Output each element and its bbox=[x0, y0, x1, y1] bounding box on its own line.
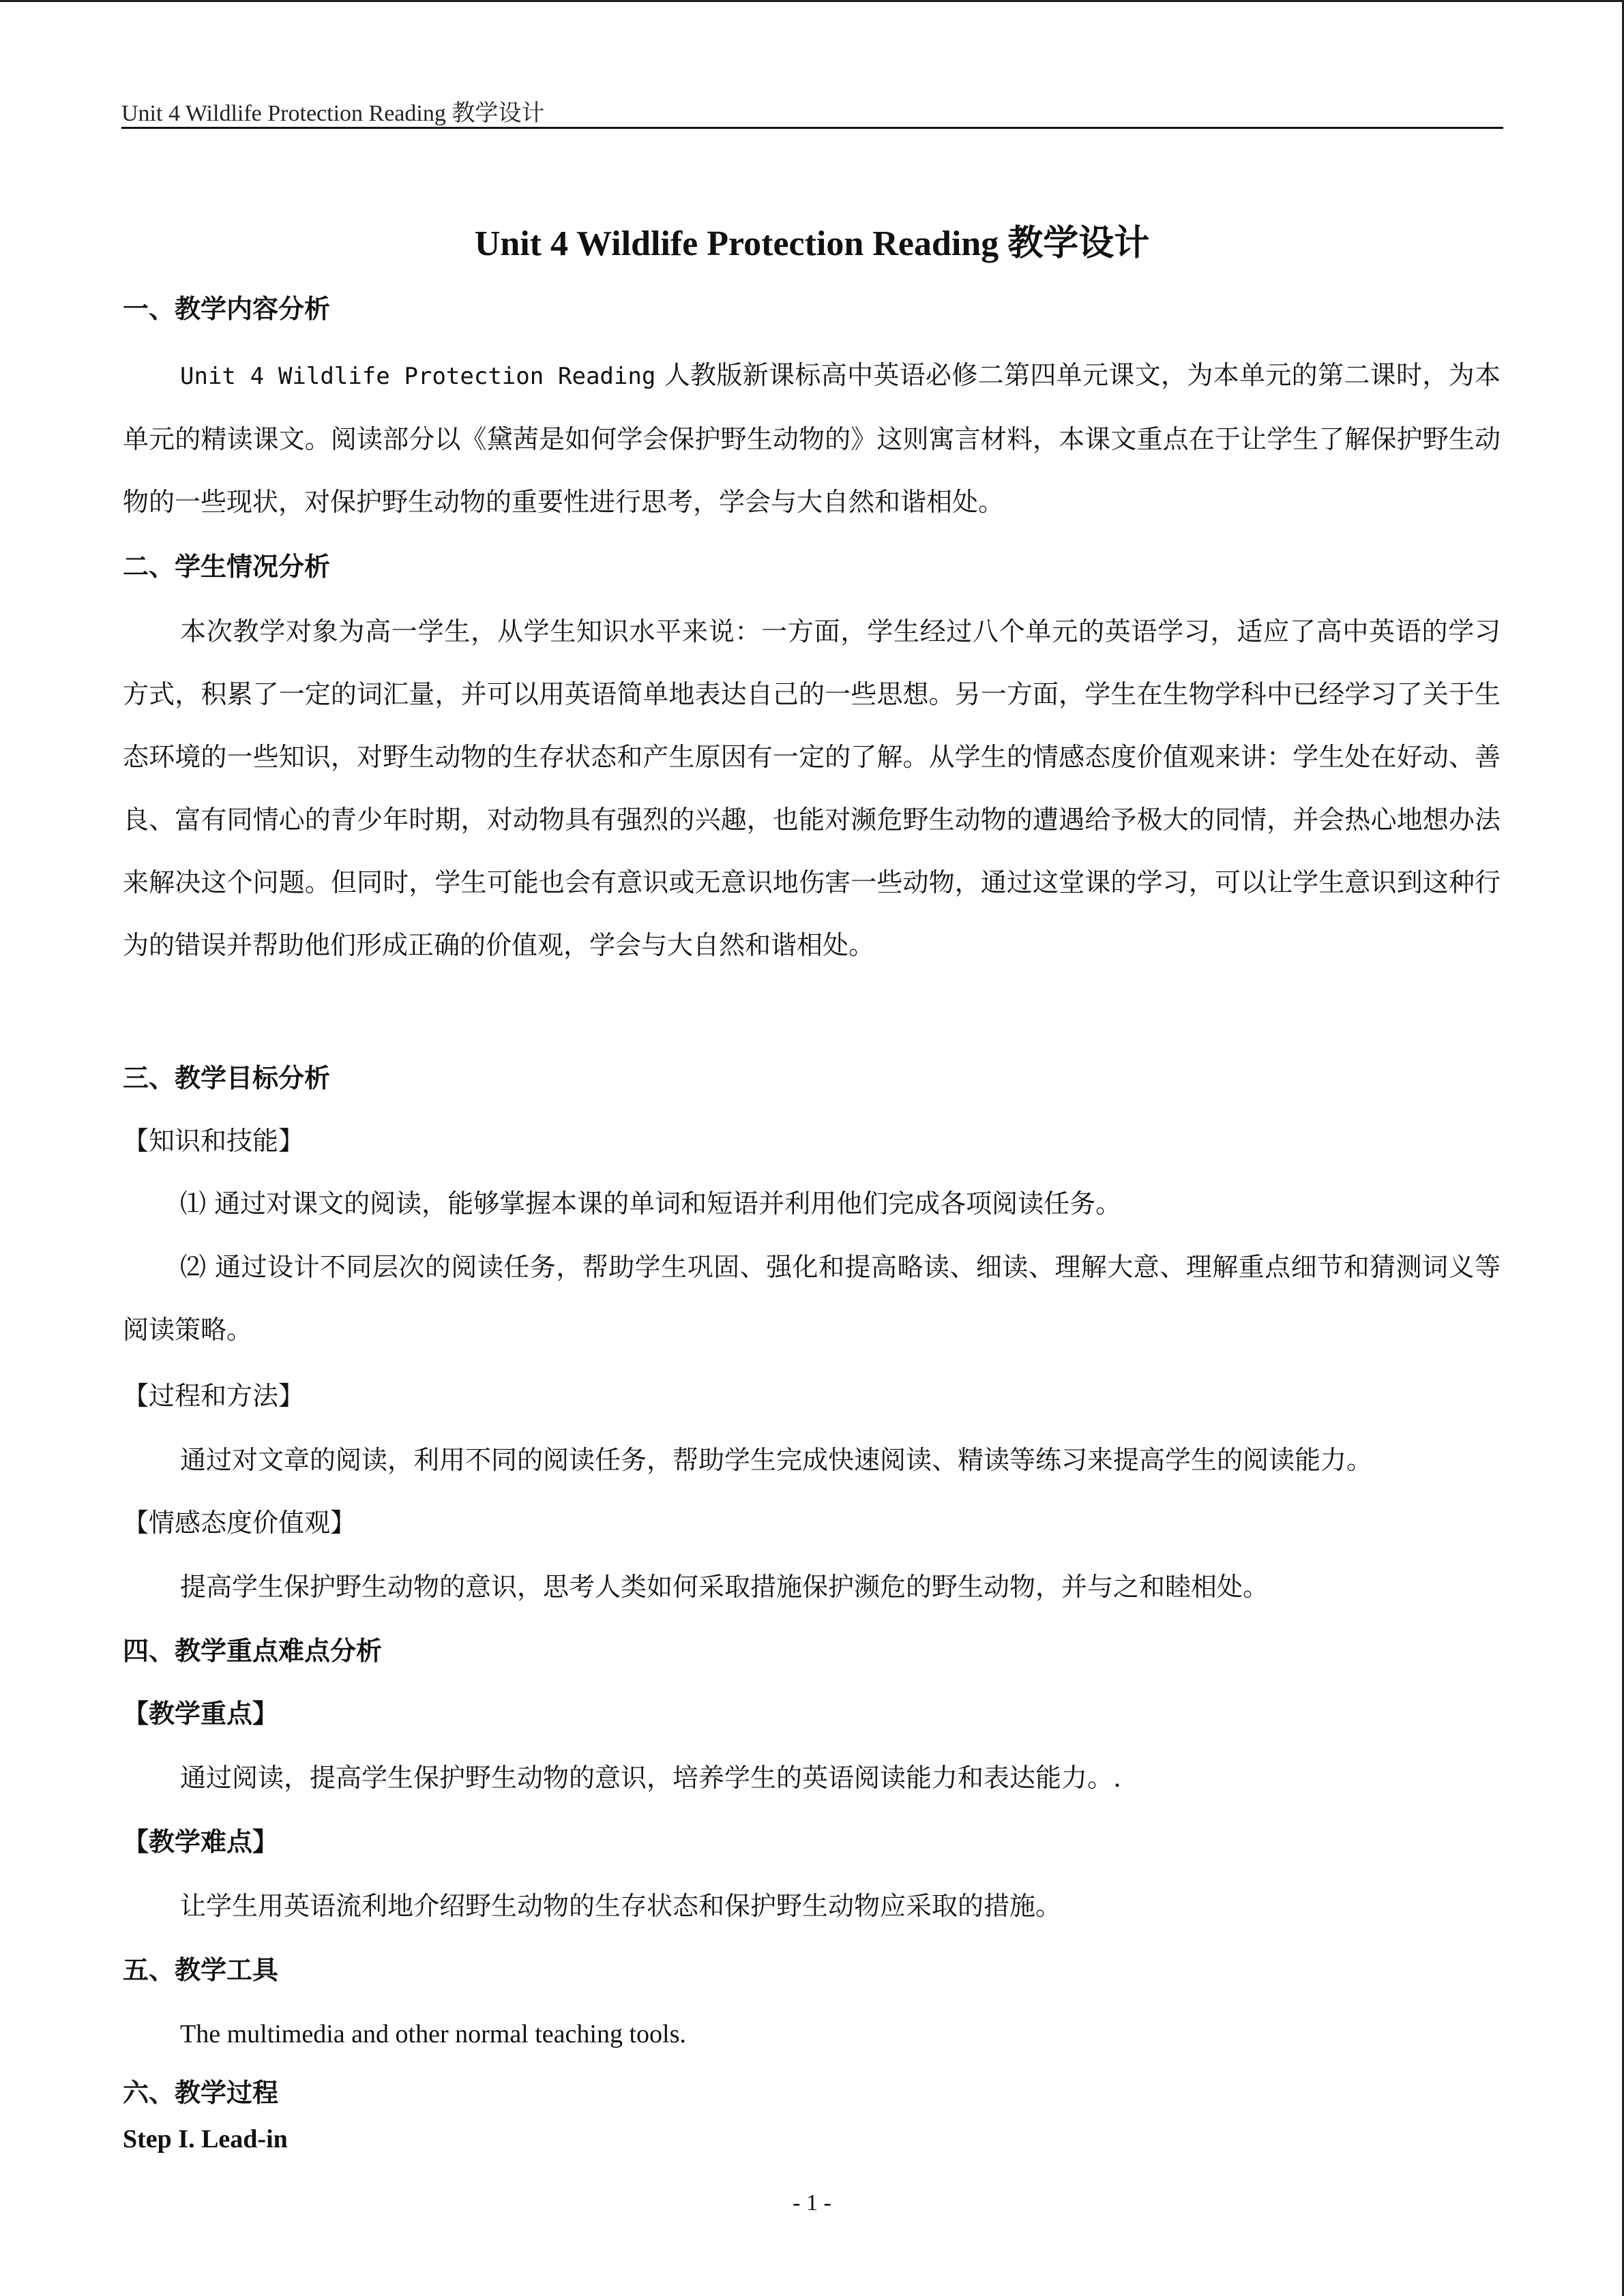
section-heading: 三、教学目标分析 bbox=[123, 1062, 331, 1093]
section-heading: 五、教学工具 bbox=[123, 1954, 279, 1985]
section-objectives bbox=[123, 1061, 1501, 1095]
label-knowledge-skills: 【知识和技能】 bbox=[123, 1126, 305, 1156]
process-text: 通过对文章的阅读，利用不同的阅读任务，帮助学生完成快速阅读、精读等练习来提高学生的阅读能力。 bbox=[180, 1445, 1373, 1475]
paragraph-text: 人教版新课标高中英语必修二第四单元课文，为本单元的第二课时，为本单元的精读课文。阅读部分以《黛茜是如何学会保护野生动物的》这则寓言材料，本课文重点在于让学生了解保护野生动物的一些现状，对保护野生动物的重要性进行思考，学会与大自然和谐相处。 bbox=[123, 360, 1501, 517]
paragraph bbox=[123, 344, 1501, 533]
section-content-analysis bbox=[123, 292, 1501, 326]
document-title: Unit 4 Wildlife Protection Reading 教学设计 bbox=[474, 224, 1150, 263]
section-key-difficulty bbox=[123, 1634, 1501, 1668]
paragraph-english-lead: Unit 4 Wildlife Protection Reading bbox=[180, 363, 656, 390]
header-rule bbox=[121, 127, 1503, 129]
page-number: - 1 - bbox=[793, 2190, 831, 2216]
label-emotion-values: 【情感态度价值观】 bbox=[123, 1508, 357, 1538]
running-header: Unit 4 Wildlife Protection Reading 教学设计 bbox=[121, 101, 545, 126]
paragraph: 本次教学对象为高一学生，从学生知识水平来说：一方面，学生经过八个单元的英语学习，适应了高中英语的学习方式，积累了一定的词汇量，并可以用英语简单地表达自己的一些思想。另一方面，学生在生物学科中已经学习了关于生态环境的一些知识，对野生动物的生存状态和产生原因有一定的了解。从学生的情感态度价值观来讲：学生处在好动、善良、富有同情心的青少年时期，对动物具有强烈的兴趣，也能对濒危野生动物的遭遇给予极大的同情，并会热心地想办法来解决这个问题。但同时，学生可能也会有意识或无意识地伤害一些动物，通过这堂课的学习，可以让学生意识到这种行为的错误并帮助他们形成正确的价值观，学会与大自然和谐相处。 bbox=[123, 616, 1501, 960]
section-student-analysis-body bbox=[123, 600, 1501, 976]
goal-item-2: ⑵ 通过设计不同层次的阅读任务，帮助学生巩固、强化和提高略读、细读、理解大意、理解重点细节和猜测词义等阅读策略。 bbox=[123, 1252, 1501, 1345]
step-heading: Step I. Lead-in bbox=[123, 2125, 288, 2153]
section-heading: 四、教学重点难点分析 bbox=[123, 1635, 383, 1666]
label-key-point: 【教学重点】 bbox=[123, 1698, 279, 1729]
tools-text: The multimedia and other normal teaching tools. bbox=[180, 2020, 686, 2048]
section-heading: 一、教学内容分析 bbox=[123, 293, 331, 324]
section-tools bbox=[123, 1953, 1501, 1987]
section-process bbox=[123, 2076, 1501, 2110]
difficulty-text: 让学生用英语流利地介绍野生动物的生存状态和保护野生动物应采取的措施。 bbox=[180, 1891, 1062, 1921]
emotion-text: 提高学生保护野生动物的意识，思考人类如何采取措施保护濒危的野生动物，并与之和睦相处。 bbox=[180, 1572, 1269, 1602]
key-point-text: 通过阅读，提高学生保护野生动物的意识，培养学生的英语阅读能力和表达能力。. bbox=[180, 1763, 1122, 1793]
section-content-analysis-body bbox=[123, 344, 1501, 533]
section-heading: 六、教学过程 bbox=[123, 2077, 279, 2108]
label-process-method: 【过程和方法】 bbox=[123, 1381, 305, 1411]
section-heading: 二、学生情况分析 bbox=[123, 551, 331, 582]
page-border-top bbox=[0, 0, 1624, 2]
section-student-analysis bbox=[123, 550, 1501, 584]
label-difficulty: 【教学难点】 bbox=[123, 1826, 279, 1857]
goal-item-1: ⑴ 通过对课文的阅读，能够掌握本课的单词和短语并利用他们完成各项阅读任务。 bbox=[180, 1189, 1122, 1219]
